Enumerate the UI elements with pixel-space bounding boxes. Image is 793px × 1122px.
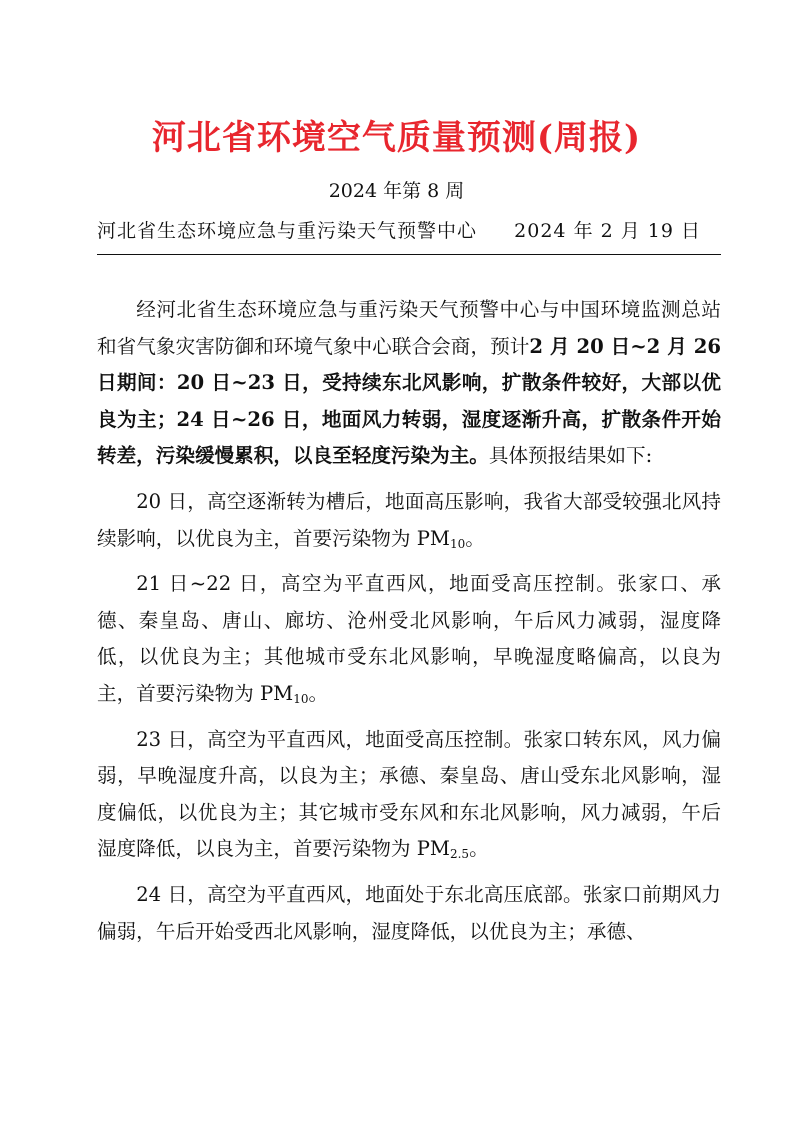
issue-date: 2024 年 2 月 19 日 — [514, 220, 701, 242]
pollutant-subscript: 2.5 — [449, 847, 470, 862]
summary-forecast-highlight: 2 月 20 日~2 月 26 日期间：20 日~23 日，受持续东北风影响，扩散条件较好，大部以优良为主；24 日~26 日，地面风力转弱，湿度逐渐升高，扩散条件开始转差，污染缓慢累积，以良至轻度污染为主。 — [97, 334, 721, 468]
paragraph-day-20 — [97, 484, 721, 557]
paragraph-text: 21 日~22 日，高空为平直西风，地面受高压控制。张家口、承德、秦皇岛、唐山、廊坊、沧州受北风影响，午后风力减弱，湿度降低，以优良为主；其他城市受东北风影响，早晚湿度略偏高，以良为主，首要污染物为 PM — [97, 572, 721, 705]
paragraph-day-24 — [97, 877, 721, 950]
paragraph-day-21-22 — [97, 566, 721, 712]
summary-intro: 经河北省生态环境应急与重污染天气预警中心与中国环境监测总站和省气象灾害防御和环境气象中心联合会商，预计 — [97, 298, 721, 358]
paragraph-text: 20 日，高空逐渐转为槽后，地面高压影响，我省大部受较强北风持续影响，以优良为主，首要污染物为 PM — [97, 489, 721, 550]
paragraph-summary — [97, 292, 721, 475]
paragraph-end: 。 — [469, 837, 489, 861]
page-title: 河北省环境空气质量预测(周报) — [151, 118, 642, 158]
pollutant-subscript: 10 — [293, 691, 309, 706]
document-body — [97, 292, 721, 959]
issue-number: 2024 年第 8 周 — [328, 180, 465, 202]
paragraph-text: 24 日，高空为平直西风，地面处于东北高压底部。张家口前期风力偏弱，午后开始受西北风影响，湿度降低，以优良为主；承德、 — [97, 882, 721, 943]
paragraph-text: 23 日，高空为平直西风，地面受高压控制。张家口转东风，风力偏弱，早晚湿度升高，以良为主；承德、秦皇岛、唐山受东北风影响，湿度偏低，以优良为主；其它城市受东风和东北风影响，风力减弱，午后湿度降低，以良为主，首要污染物为 PM — [97, 727, 721, 861]
paragraph-end: 。 — [465, 526, 485, 550]
paragraph-end: 。 — [308, 681, 329, 705]
pollutant-subscript: 10 — [449, 536, 466, 551]
summary-outro: 具体预报结果如下: — [488, 444, 653, 468]
paragraph-day-23 — [97, 722, 721, 868]
issuing-organization: 河北省生态环境应急与重污染天气预警中心 — [97, 220, 478, 242]
header-divider — [97, 254, 721, 255]
